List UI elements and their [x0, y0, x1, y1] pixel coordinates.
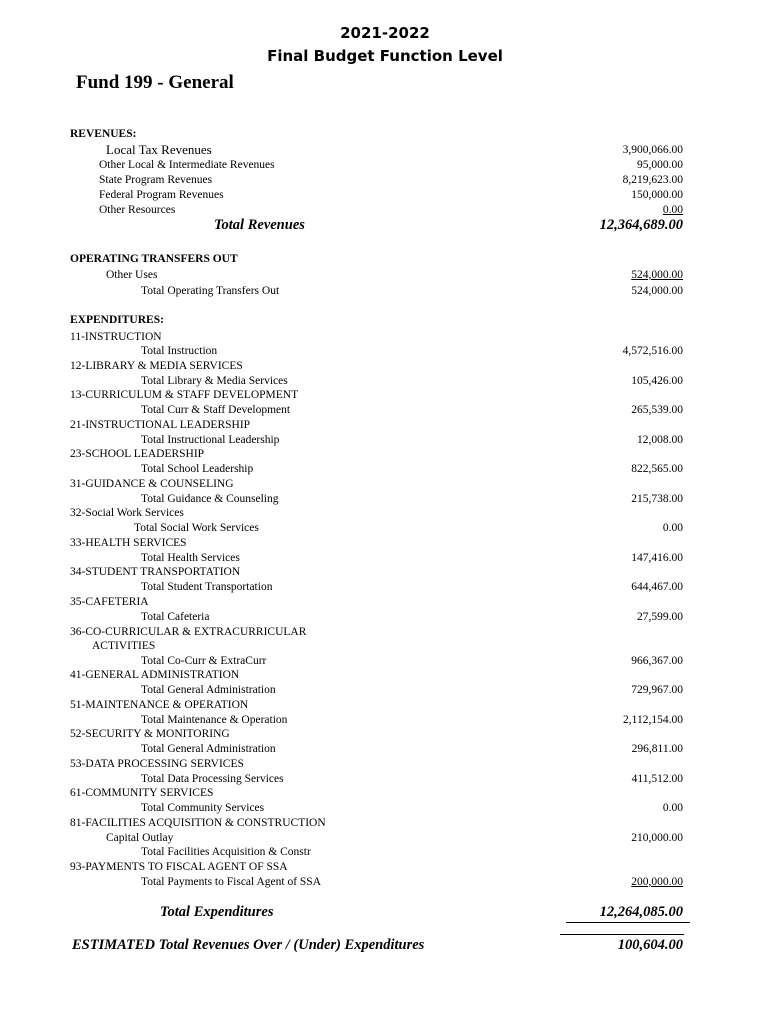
fund-title: Fund 199 - General — [76, 72, 234, 93]
function-name: 35-CAFETERIA — [70, 596, 149, 608]
function-total-value: 12,008.00 — [637, 434, 683, 446]
function-total-label: Total Co-Curr & ExtraCurr — [141, 655, 267, 667]
function-name: 34-STUDENT TRANSPORTATION — [70, 566, 241, 578]
function-sub-value: 210,000.00 — [631, 832, 683, 844]
function-total-label: Total Instructional Leadership — [141, 434, 280, 446]
function-name: 93-PAYMENTS TO FISCAL AGENT OF SSA — [70, 861, 288, 873]
transfers-item-value: 524,000.00 — [631, 269, 683, 281]
revenue-label: Other Local & Intermediate Revenues — [99, 159, 275, 171]
function-name: 33-HEALTH SERVICES — [70, 537, 187, 549]
function-name: 36-CO-CURRICULAR & EXTRACURRICULAR — [70, 626, 307, 638]
function-total-label: Total Guidance & Counseling — [141, 493, 279, 505]
function-total-value: 0.00 — [662, 802, 683, 814]
function-total-value: 729,967.00 — [631, 684, 683, 696]
function-total-label: Total Facilities Acquisition & Constr — [141, 846, 311, 858]
revenues-heading: REVENUES: — [70, 128, 137, 140]
function-name: 11-INSTRUCTION — [70, 331, 162, 343]
transfers-heading: OPERATING TRANSFERS OUT — [70, 253, 238, 265]
function-total-label: Total Cafeteria — [141, 611, 210, 623]
function-name: 23-SCHOOL LEADERSHIP — [70, 448, 205, 460]
function-total-value: 4,572,516.00 — [622, 345, 683, 357]
function-sub-label: Capital Outlay — [106, 832, 174, 844]
function-name: 41-GENERAL ADMINISTRATION — [70, 669, 240, 681]
total-expenditures-rule — [566, 922, 690, 923]
function-name: 61-COMMUNITY SERVICES — [70, 787, 214, 799]
total-expenditures-label: Total Expenditures — [160, 904, 274, 920]
function-total-value: 822,565.00 — [631, 463, 683, 475]
expenditures-heading: EXPENDITURES: — [70, 314, 164, 326]
function-name: 32-Social Work Services — [70, 507, 184, 519]
function-total-value: 215,738.00 — [631, 493, 683, 505]
revenue-label: Federal Program Revenues — [99, 189, 224, 201]
revenue-value: 150,000.00 — [631, 189, 683, 201]
function-total-label: Total Community Services — [141, 802, 265, 814]
function-total-value: 2,112,154.00 — [623, 714, 683, 726]
summary-value: 100,604.00 — [617, 937, 683, 953]
function-name: 53-DATA PROCESSING SERVICES — [70, 758, 244, 770]
function-total-label: Total General Administration — [141, 743, 276, 755]
report-year: 2021-2022 — [340, 24, 430, 42]
function-total-value: 411,512.00 — [631, 773, 683, 785]
function-total-label: Total Curr & Staff Development — [141, 404, 291, 416]
summary-label: ESTIMATED Total Revenues Over / (Under) Expenditures — [72, 937, 425, 953]
revenue-value: 3,900,066.00 — [622, 144, 683, 156]
function-total-value: 644,467.00 — [631, 581, 683, 593]
function-total-value: 296,811.00 — [631, 743, 683, 755]
summary-rule — [560, 934, 684, 935]
revenue-value: 0.00 — [662, 204, 683, 216]
function-total-label: Total Student Transportation — [141, 581, 273, 593]
function-total-value: 105,426.00 — [631, 375, 683, 387]
revenue-label: State Program Revenues — [99, 174, 213, 186]
function-name: 12-LIBRARY & MEDIA SERVICES — [70, 360, 243, 372]
revenue-label: Local Tax Revenues — [106, 142, 212, 157]
function-name: 81-FACILITIES ACQUISITION & CONSTRUCTION — [70, 817, 326, 829]
function-total-label: Total Data Processing Services — [141, 773, 284, 785]
function-name: 51-MAINTENANCE & OPERATION — [70, 699, 249, 711]
total-revenues-value: 12,364,689.00 — [599, 217, 683, 233]
transfers-item-label: Other Uses — [106, 269, 158, 281]
function-name: 31-GUIDANCE & COUNSELING — [70, 478, 234, 490]
function-total-value: 966,367.00 — [631, 655, 683, 667]
function-total-label: Total Maintenance & Operation — [141, 714, 288, 726]
revenue-value: 8,219,623.00 — [622, 174, 683, 186]
function-total-label: Total Health Services — [141, 552, 240, 564]
function-name: 52-SECURITY & MONITORING — [70, 728, 230, 740]
transfers-total-label: Total Operating Transfers Out — [141, 285, 280, 297]
function-total-value: 147,416.00 — [631, 552, 683, 564]
function-total-value: 265,539.00 — [631, 404, 683, 416]
function-total-label: Total School Leadership — [141, 463, 254, 475]
function-total-label: Total Library & Media Services — [141, 375, 288, 387]
revenue-value: 95,000.00 — [637, 159, 683, 171]
revenue-label: Other Resources — [99, 204, 176, 216]
total-revenues-label: Total Revenues — [214, 217, 305, 233]
function-total-value: 27,599.00 — [637, 611, 683, 623]
function-total-value: 0.00 — [662, 522, 683, 534]
report-title: Final Budget Function Level — [267, 47, 503, 65]
function-total-label: Total General Administration — [141, 684, 276, 696]
function-name-cont: ACTIVITIES — [92, 640, 156, 652]
function-total-value: 200,000.00 — [631, 876, 683, 888]
total-expenditures-value: 12,264,085.00 — [599, 904, 683, 920]
function-name: 13-CURRICULUM & STAFF DEVELOPMENT — [70, 389, 299, 401]
function-name: 21-INSTRUCTIONAL LEADERSHIP — [70, 419, 251, 431]
function-total-label: Total Instruction — [141, 345, 218, 357]
transfers-total-value: 524,000.00 — [631, 285, 683, 297]
function-total-label: Total Social Work Services — [134, 522, 259, 534]
function-total-label: Total Payments to Fiscal Agent of SSA — [141, 876, 321, 888]
